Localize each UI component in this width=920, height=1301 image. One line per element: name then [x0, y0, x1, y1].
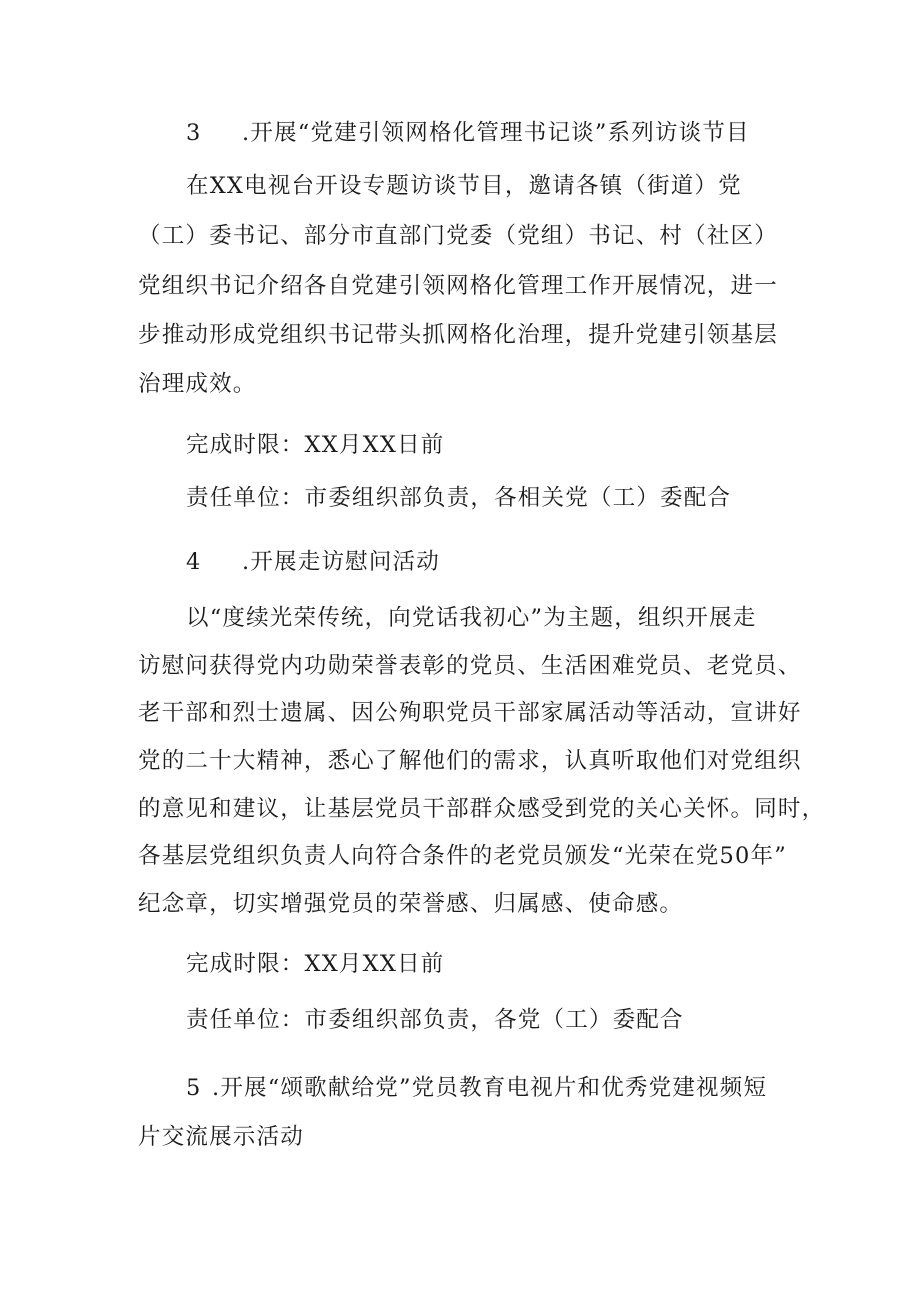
section-4-body-line-2: 访慰问获得党内功勋荣誉表彰的党员、生活困难党员、老党员、 [138, 653, 802, 679]
section-5-heading [186, 1073, 767, 1103]
section-4-body-line-1: 以“度续光荣传统，向党话我初心”为主题，组织开展走 [186, 605, 757, 631]
section-4-body-line-3: 老干部和烈士遗属、因公殉职党员干部家属活动等活动，宣讲好 [138, 700, 802, 726]
section-5-title-line-2: 片交流展示活动 [138, 1124, 304, 1150]
section-5-title-line-1: .开展“颂歌献给党”党员教育电视片和优秀党建视频短 [212, 1075, 768, 1101]
section-4-deadline: 完成时限：XX月XX日前 [186, 951, 445, 977]
section-4-title: .开展走访慰问活动 [242, 549, 440, 575]
section-4-body-line-5: 的意见和建议，让基层党员干部群众感受到党的关心关怀。同时， [138, 796, 826, 822]
section-3-body-line-2: （工）委书记、部分市直部门党委（党组）书记、村（社区） [138, 223, 778, 249]
section-3-responsible: 责任单位：市委组织部负责，各相关党（工）委配合 [186, 485, 732, 511]
section-3-heading [186, 118, 750, 148]
section-4-body-line-7: 纪念章，切实增强党员的荣誉感、归属感、使命感。 [138, 891, 684, 917]
section-5-number: 5 [186, 1075, 202, 1101]
section-3-body-line-4: 步推动形成党组织书记带头抓网格化治理，提升党建引领基层 [138, 322, 778, 348]
section-4-responsible: 责任单位：市委组织部负责，各党（工）委配合 [186, 1007, 684, 1033]
section-3-title: .开展“党建引领网格化管理书记谈”系列访谈节目 [242, 120, 750, 146]
section-3-body-line-3: 党组织书记介绍各自党建引领网格化管理工作开展情况，进一 [138, 273, 778, 299]
section-3-body-line-5: 治理成效。 [138, 371, 257, 397]
section-4-body-line-6: 各基层党组织负责人向符合条件的老党员颁发“光荣在党50年” [138, 843, 787, 869]
section-4-number: 4 [186, 549, 202, 575]
section-4-heading [186, 547, 440, 577]
section-4-body-line-4: 党的二十大精神，悉心了解他们的需求，认真听取他们对党组织 [138, 748, 802, 774]
section-3-deadline: 完成时限：XX月XX日前 [186, 432, 445, 458]
section-3-number: 3 [186, 120, 202, 146]
section-3-body-line-1: 在XX电视台开设专题访谈节目，邀请各镇（街道）党 [186, 173, 742, 199]
